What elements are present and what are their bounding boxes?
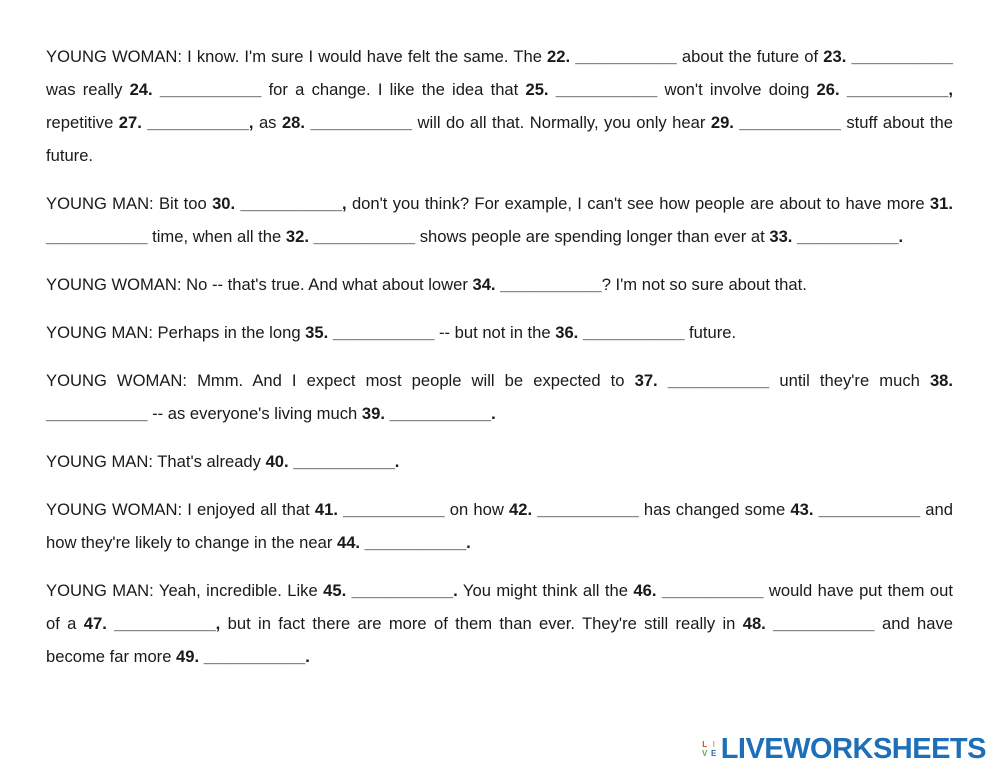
dialogue-text: -- as everyone's living much: [147, 404, 362, 423]
dialogue-text: ? I'm not so sure about that.: [601, 275, 807, 294]
dialogue-text: YOUNG MAN: Yeah, incredible. Like: [46, 581, 324, 600]
question-number: 34.: [472, 275, 496, 294]
answer-blank[interactable]: ___________,: [114, 614, 221, 633]
answer-blank[interactable]: ___________: [582, 323, 685, 342]
answer-blank[interactable]: ___________: [667, 371, 770, 390]
dialogue-text: YOUNG MAN: Perhaps in the long: [46, 323, 306, 342]
question-number: 47.: [83, 614, 107, 633]
answer-blank[interactable]: ___________,: [846, 80, 953, 99]
answer-blank[interactable]: ___________: [739, 113, 841, 132]
answer-blank[interactable]: ___________: [343, 500, 445, 519]
dialogue-text: YOUNG WOMAN: I enjoyed all that: [46, 500, 315, 519]
question-number: 45.: [323, 581, 347, 600]
dialogue-text: and how they're likely to change in the near: [46, 500, 953, 552]
dialogue-text: was really: [46, 80, 130, 99]
question-number: 38.: [929, 371, 954, 390]
answer-blank[interactable]: ___________: [555, 80, 658, 99]
question-number: 28.: [281, 113, 306, 132]
question-number: 32.: [285, 227, 309, 246]
question-number: 36.: [555, 323, 579, 342]
dialogue-text: You might think all the: [457, 581, 634, 600]
dialogue-text: YOUNG WOMAN: No -- that's true. And what about lower: [46, 275, 473, 294]
question-number: 48.: [742, 614, 766, 633]
dialogue-text: but in fact there are more of them than ever. They're still really in: [220, 614, 743, 633]
dialogue-text: YOUNG MAN: Bit too: [46, 194, 213, 213]
answer-blank[interactable]: ___________,: [147, 113, 254, 132]
answer-blank[interactable]: ___________: [500, 275, 602, 294]
answer-blank[interactable]: ___________: [46, 227, 148, 246]
question-number: 29.: [710, 113, 734, 132]
question-number: 31.: [929, 194, 953, 213]
question-number: 49.: [176, 647, 200, 666]
dialogue-text: YOUNG WOMAN: Mmm. And I expect most people will be expected to: [46, 371, 635, 390]
question-number: 23.: [823, 47, 847, 66]
dialogue-paragraph: [46, 493, 953, 559]
answer-blank[interactable]: ___________: [818, 500, 921, 519]
dialogue-text: [840, 80, 847, 99]
answer-blank[interactable]: ___________.: [351, 581, 458, 600]
question-number: 39.: [361, 404, 385, 423]
dialogue-paragraph: [46, 40, 953, 172]
dialogue-text: and have become far more: [46, 614, 953, 666]
dialogue-text: for a change. I like the idea that: [261, 80, 526, 99]
answer-blank[interactable]: ___________: [773, 614, 875, 633]
dialogue-text: future.: [684, 323, 737, 342]
dialogue-text: YOUNG MAN: That's already: [46, 452, 266, 471]
dialogue-text: as: [253, 113, 282, 132]
question-number: 25.: [525, 80, 549, 99]
question-number: 24.: [129, 80, 153, 99]
question-number: 37.: [634, 371, 658, 390]
dialogue-text: [153, 80, 160, 99]
answer-blank[interactable]: ___________: [332, 323, 435, 342]
question-number: 43.: [790, 500, 814, 519]
question-number: 41.: [314, 500, 338, 519]
answer-blank[interactable]: ___________: [313, 227, 416, 246]
answer-blank[interactable]: ___________.: [389, 404, 496, 423]
answer-blank[interactable]: ___________: [575, 47, 677, 66]
answer-blank[interactable]: ___________,: [240, 194, 347, 213]
dialogue-paragraph: [46, 268, 953, 301]
dialogue-text: won't involve doing: [657, 80, 817, 99]
dialogue-text: until they're much: [769, 371, 930, 390]
dialogue-text: YOUNG WOMAN: I know. I'm sure I would have felt the same. The: [46, 47, 548, 66]
dialogue-text: repetitive: [46, 113, 119, 132]
question-number: 30.: [212, 194, 236, 213]
answer-blank[interactable]: ___________: [310, 113, 413, 132]
question-number: 44.: [336, 533, 361, 552]
dialogue-paragraph: [46, 364, 953, 430]
dialogue-paragraph: [46, 187, 953, 253]
question-number: 42.: [508, 500, 533, 519]
liveworksheets-logo-mark: [701, 741, 718, 758]
worksheet-body: [46, 40, 953, 688]
dialogue-text: shows people are spending longer than ever at: [415, 227, 770, 246]
dialogue-text: has changed some: [638, 500, 791, 519]
answer-blank[interactable]: ___________.: [797, 227, 904, 246]
liveworksheets-logo: [701, 734, 986, 764]
dialogue-text: time, when all the: [147, 227, 286, 246]
question-number: 46.: [633, 581, 657, 600]
logo-mark-letter: I: [712, 739, 715, 749]
logo-mark-letter: V: [702, 748, 708, 758]
dialogue-text: [658, 371, 668, 390]
answer-blank[interactable]: ___________: [46, 404, 148, 423]
dialogue-text: will do all that. Normally, you only hear: [412, 113, 711, 132]
question-number: 33.: [769, 227, 793, 246]
answer-blank[interactable]: ___________.: [364, 533, 471, 552]
question-number: 35.: [305, 323, 329, 342]
dialogue-text: about the future of: [676, 47, 824, 66]
dialogue-paragraph: [46, 316, 953, 349]
dialogue-text: don't you think? For example, I can't see how people are about to have more: [346, 194, 930, 213]
answer-blank[interactable]: ___________: [661, 581, 764, 600]
question-number: 40.: [265, 452, 289, 471]
dialogue-paragraph: [46, 574, 953, 673]
answer-blank[interactable]: ___________.: [293, 452, 400, 471]
dialogue-text: -- but not in the: [434, 323, 556, 342]
logo-mark-letter: L: [702, 739, 708, 749]
answer-blank[interactable]: ___________.: [203, 647, 310, 666]
answer-blank[interactable]: ___________: [537, 500, 639, 519]
logo-mark-letter: E: [711, 748, 717, 758]
dialogue-text: would have put them out of a: [46, 581, 953, 633]
dialogue-paragraph: [46, 445, 953, 478]
dialogue-text: [549, 80, 556, 99]
dialogue-text: stuff about the future.: [46, 113, 953, 165]
question-number: 26.: [816, 80, 840, 99]
question-number: 27.: [118, 113, 142, 132]
answer-blank[interactable]: ___________: [851, 47, 953, 66]
dialogue-text: on how: [444, 500, 509, 519]
question-number: 22.: [547, 47, 571, 66]
answer-blank[interactable]: ___________: [159, 80, 262, 99]
liveworksheets-logo-text: LIVEWORKSHEETS: [720, 732, 986, 765]
